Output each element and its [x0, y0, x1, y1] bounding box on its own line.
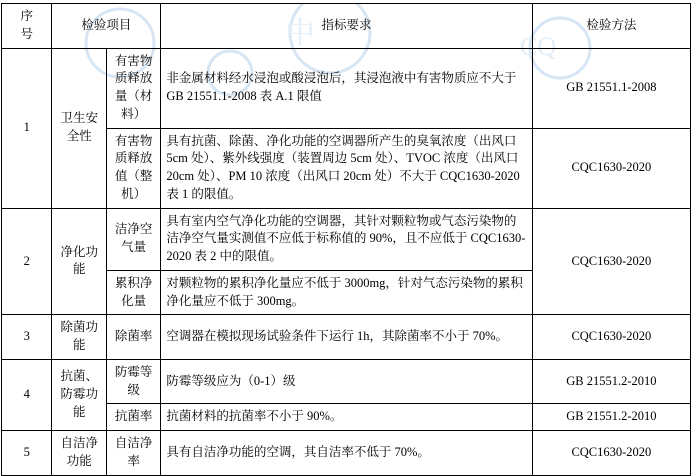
svg-text:中: 中 — [285, 17, 315, 50]
row-item: 累积净化量 — [106, 270, 160, 315]
row-method: GB 21551.2-2010 — [532, 359, 690, 404]
row-number: 5 — [2, 431, 52, 476]
header-category: 检验项目 — [52, 4, 161, 49]
row-requirement: 具有室内空气净化功能的空调器，其针对颗粒物或气态污染物的洁净空气量实测值不应低于标称值的 90%，且不应低于 CQC1630-2020 表 2 中的限值。 — [161, 208, 532, 270]
table-row — [2, 315, 691, 360]
row-requirement: 非金属材料经水浸泡或酸浸泡后，其浸泡液中有害物质应不大于 GB 21551.1-2008 表 A.1 限值 — [161, 48, 532, 128]
header-method: 检验方法 — [532, 4, 690, 49]
header-no — [2, 4, 52, 49]
row-number: 2 — [2, 208, 52, 315]
row-category: 除菌功能 — [52, 315, 106, 360]
row-category: 抗菌、防霉功能 — [52, 359, 106, 430]
row-requirement: 具有自洁净功能的空调，其自洁率不低于 70%。 — [161, 431, 532, 476]
row-item: 自洁净率 — [106, 431, 160, 476]
row-method: GB 21551.1-2008 — [532, 48, 690, 128]
row-item: 有害物质释放量（材料） — [106, 48, 160, 128]
row-item: 防霉等级 — [106, 359, 160, 404]
table-row — [2, 208, 691, 270]
row-item: 除菌率 — [106, 315, 160, 360]
row-method: GB 21551.2-2010 — [532, 404, 690, 431]
table-header — [2, 4, 691, 49]
row-category: 自洁净功能 — [52, 431, 106, 476]
row-method: CQC1630-2020 — [532, 128, 690, 208]
table-body — [2, 48, 691, 475]
row-number: 3 — [2, 315, 52, 360]
table-row — [2, 48, 691, 128]
row-method: CQC1630-2020 — [532, 431, 690, 476]
row-method: CQC1630-2020 — [532, 208, 690, 315]
row-item: 有害物质释放值（整机） — [106, 128, 160, 208]
row-requirement: 防霉等级应为（0-1）级 — [161, 359, 532, 404]
row-requirement: 对颗粒物的累积净化量应不低于 3000mg，针对气态污染物的累积净化量应不低于 300mg。 — [161, 270, 532, 315]
svg-text:CQ: CQ — [520, 32, 557, 61]
row-number: 1 — [2, 48, 52, 208]
table-row — [2, 431, 691, 476]
table-row — [2, 359, 691, 404]
row-number: 4 — [2, 359, 52, 430]
row-category: 卫生安全性 — [52, 48, 106, 208]
document-page — [0, 3, 692, 468]
table-header-row — [2, 4, 691, 49]
header-no-line1: 序 — [20, 9, 33, 23]
row-requirement: 具有抗菌、除菌、净化功能的空调器所产生的臭氧浓度（出风口 5cm 处）、紫外线强度（装置周边 5cm 处）、TVOC 浓度（出风口 20cm 处）、PM 10 浓度（出风口 20cm 处）不大于 CQC1630-2020 表 1 的限值。 — [161, 128, 532, 208]
row-method: CQC1630-2020 — [532, 315, 690, 360]
row-requirement: 空调器在模拟现场试验条件下运行 1h，其除菌率不小于 70%。 — [161, 315, 532, 360]
header-requirement: 指标要求 — [161, 4, 532, 49]
specification-table — [1, 3, 691, 476]
row-requirement: 抗菌材料的抗菌率不小于 90%。 — [161, 404, 532, 431]
row-item: 洁净空气量 — [106, 208, 160, 270]
row-category: 净化功能 — [52, 208, 106, 315]
row-item: 抗菌率 — [106, 404, 160, 431]
header-no-line2: 号 — [20, 26, 33, 41]
